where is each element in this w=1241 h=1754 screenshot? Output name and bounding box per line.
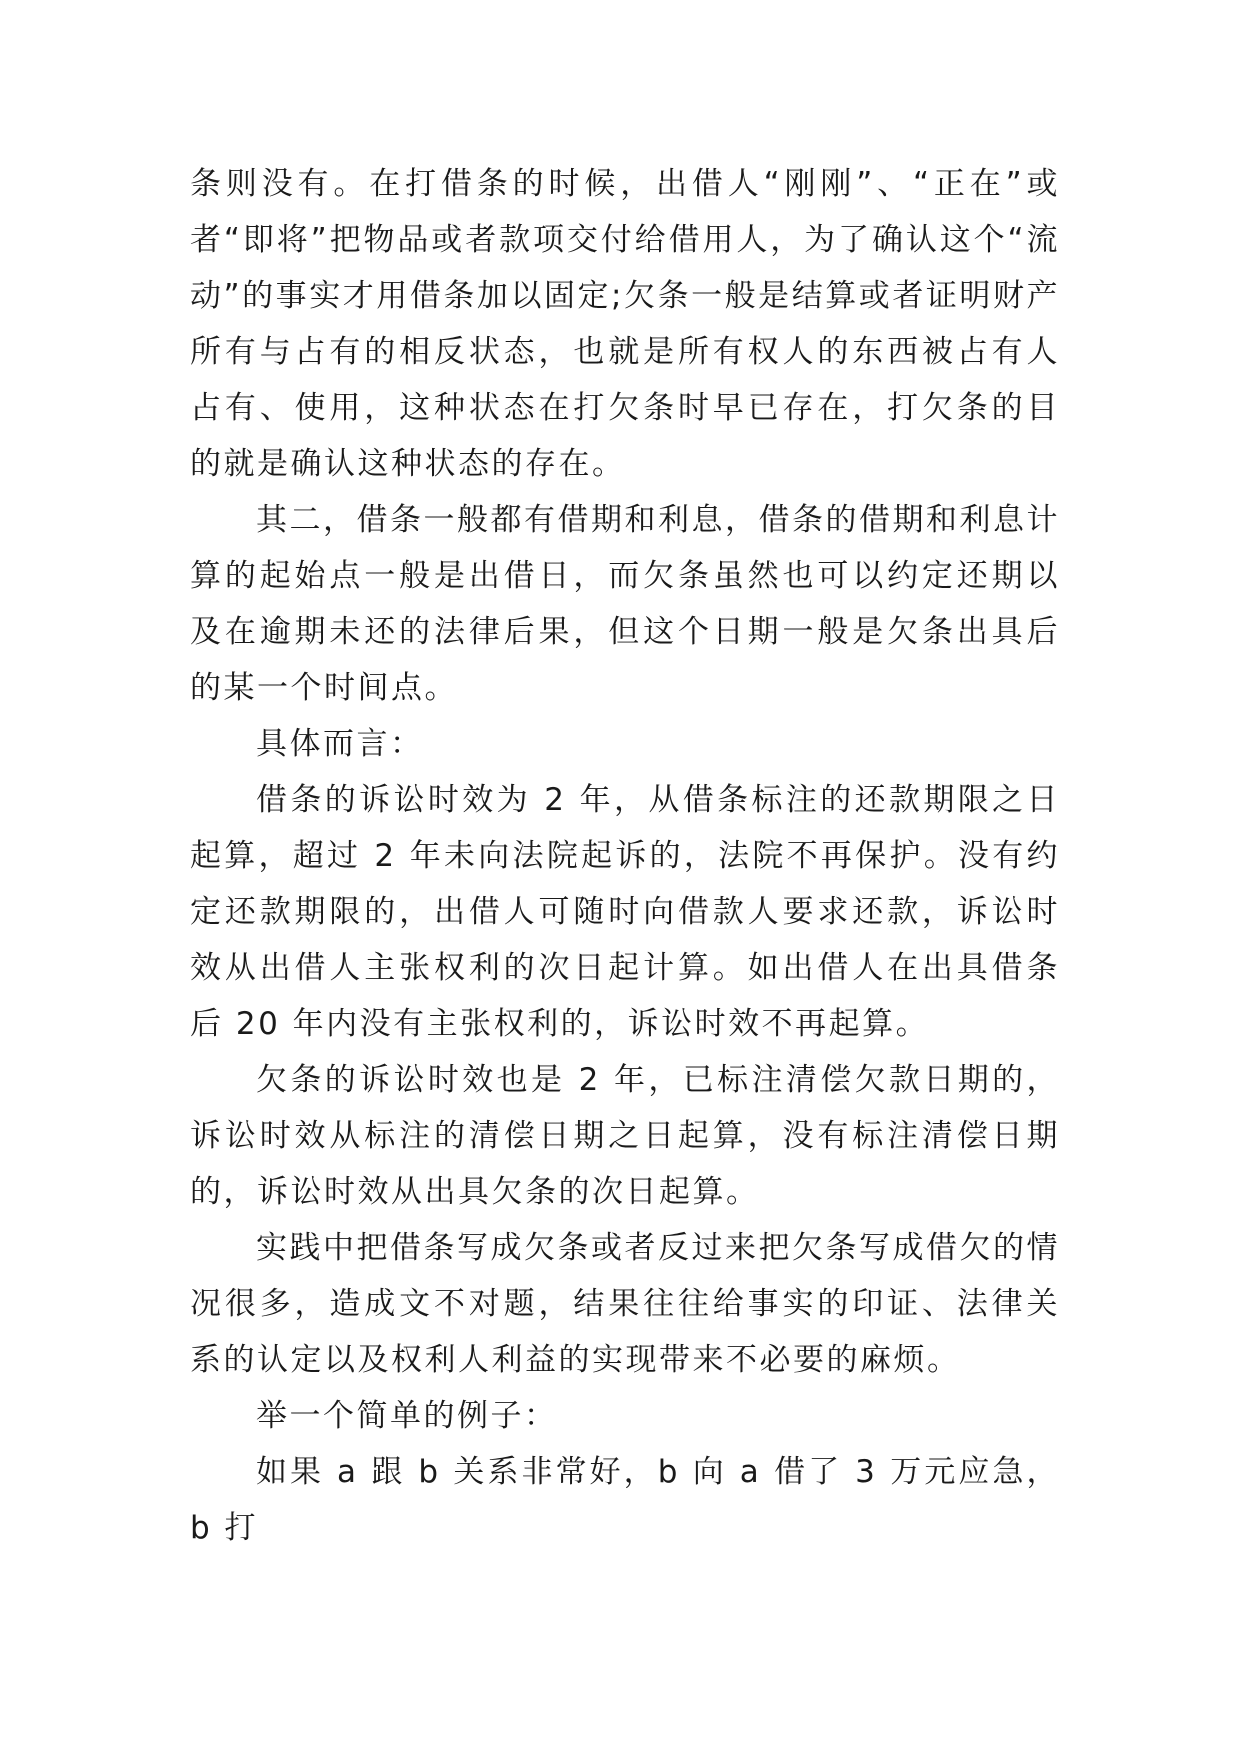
document-body [190,156,1060,1556]
paragraph-7: 举一个简单的例子： [256,1398,558,1434]
paragraph-3: 具体而言： [256,726,424,762]
paragraph-4: 借条的诉讼时效为 2 年，从借条标注的还款期限之日起算，超过 2 年未向法院起诉的，法院不再保护。没有约定还款期限的，出借人可随时向借款人要求还款，诉讼时效从出借人主张权利的次日起计算。如出借人在出具借条后 20 年内没有主张权利的，诉讼时效不再起算。 [190,782,1060,1042]
paragraph-8: 如果 a 跟 b 关系非常好，b 向 a 借了 3 万元应急，b 打 [190,1454,1060,1546]
paragraph-6: 实践中把借条写成欠条或者反过来把欠条写成借欠的情况很多，造成文不对题，结果往往给事实的印证、法律关系的认定以及权利人利益的实现带来不必要的麻烦。 [190,1230,1060,1378]
paragraph-1: 条则没有。在打借条的时候，出借人“刚刚”、“正在”或者“即将”把物品或者款项交付给借用人，为了确认这个“流动”的事实才用借条加以固定;欠条一般是结算或者证明财产所有与占有的相反状态，也就是所有权人的东西被占有人占有、使用，这种状态在打欠条时早已存在，打欠条的目的就是确认这种状态的存在。 [190,166,1060,482]
paragraph-5: 欠条的诉讼时效也是 2 年，已标注清偿欠款日期的，诉讼时效从标注的清偿日期之日起算，没有标注清偿日期的，诉讼时效从出具欠条的次日起算。 [190,1062,1060,1210]
paragraph-2: 其二，借条一般都有借期和利息，借条的借期和利息计算的起始点一般是出借日，而欠条虽然也可以约定还期以及在逾期未还的法律后果，但这个日期一般是欠条出具后的某一个时间点。 [190,502,1060,706]
